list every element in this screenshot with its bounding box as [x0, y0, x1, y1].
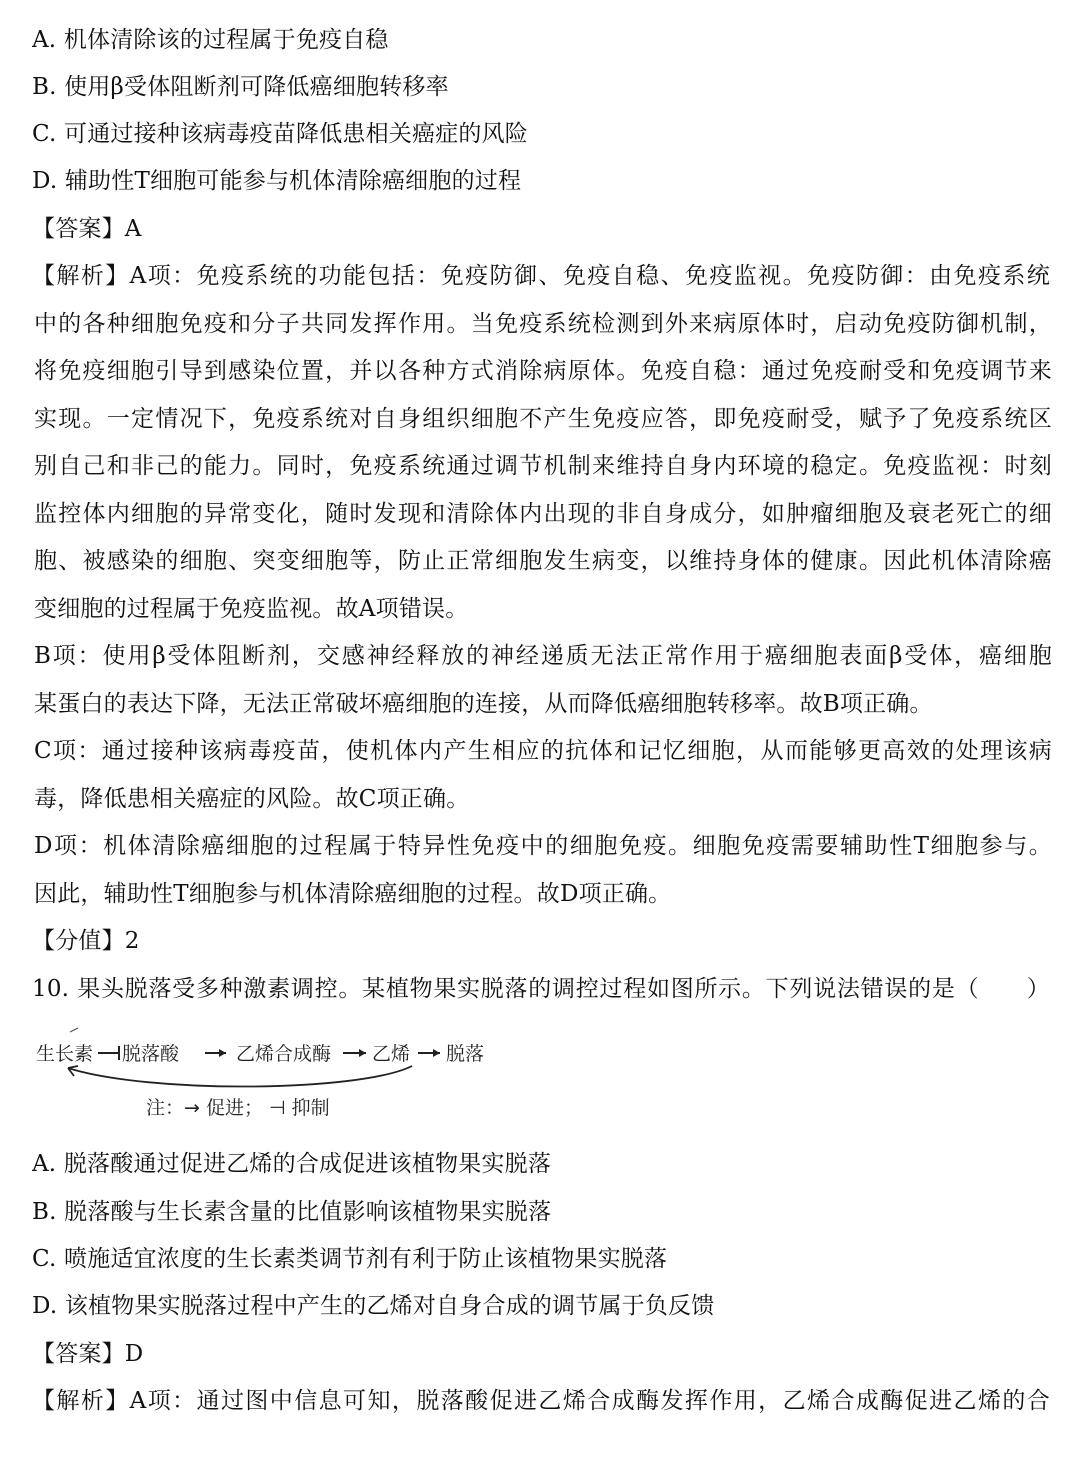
- q9-analysis-line: C项：通过接种该病毒疫苗，使机体内产生相应的抗体和记忆细胞，从而能够更高效的处理该病: [34, 738, 1052, 764]
- q9-answer: 【答案】A: [32, 216, 142, 242]
- regulation-diagram: [30, 1022, 510, 1132]
- q9-analysis-line: 变细胞的过程属于免疫监视。故A项错误。: [34, 596, 469, 622]
- q10-option-c: C. 喷施适宜浓度的生长素类调节剂有利于防止该植物果实脱落: [32, 1246, 668, 1272]
- q9-analysis-line: 别自己和非己的能力。同时，免疫系统通过调节机制来维持自身内环境的稳定。免疫监视：时刻: [34, 453, 1052, 479]
- q9-analysis-line: 监控体内细胞的异常变化，随时发现和清除体内出现的非自身成分，如肿瘤细胞及衰老死亡的细: [34, 501, 1052, 527]
- q9-option-b: B. 使用β受体阻断剂可降低癌细胞转移率: [32, 74, 449, 100]
- q10-option-a: A. 脱落酸通过促进乙烯的合成促进该植物果实脱落: [32, 1151, 552, 1177]
- q9-option-a: A. 机体清除该的过程属于免疫自稳: [32, 27, 389, 53]
- q9-analysis-line: 实现。一定情况下，免疫系统对自身组织细胞不产生免疫应答，即免疫耐受，赋予了免疫系统区: [34, 406, 1052, 432]
- node-auxin: 生长素: [36, 1043, 94, 1065]
- q9-analysis-line: 某蛋白的表达下降，无法正常破坏癌细胞的连接，从而降低癌细胞转移率。故B项正确。: [34, 691, 933, 717]
- node-ethylene-synthase: 乙烯合成酶: [236, 1043, 332, 1065]
- q9-analysis-line: D项：机体清除癌细胞的过程属于特异性免疫中的细胞免疫。细胞免疫需要辅助性T细胞参与。: [34, 833, 1052, 859]
- feedback-arc: [68, 1066, 412, 1087]
- q9-option-d: D. 辅助性T细胞可能参与机体清除癌细胞的过程: [32, 168, 522, 194]
- q9-analysis-line: 将免疫细胞引导到感染位置，并以各种方式消除病原体。免疫自稳：通过免疫耐受和免疫调节来: [34, 358, 1052, 384]
- q10-analysis-line: 【解析】A项：通过图中信息可知，脱落酸促进乙烯合成酶发挥作用，乙烯合成酶促进乙烯的合: [32, 1388, 1050, 1414]
- q9-option-c: C. 可通过接种该病毒疫苗降低患相关癌症的风险: [32, 121, 529, 147]
- q9-analysis-line: 中的各种细胞免疫和分子共同发挥作用。当免疫系统检测到外来病原体时，启动免疫防御机制，: [34, 311, 1052, 337]
- q9-analysis-line: 毒，降低患相关癌症的风险。故C项正确。: [34, 786, 470, 812]
- node-ethylene: 乙烯: [372, 1043, 411, 1065]
- diagram-legend: 注：→ 促进； ⊣ 抑制: [146, 1097, 330, 1119]
- node-aba: 脱落酸: [122, 1043, 180, 1065]
- q9-analysis-line: 胞、被感染的细胞、突变细胞等，防止正常细胞发生病变，以维持身体的健康。因此机体清除癌: [34, 548, 1052, 574]
- q10-option-d: D. 该植物果实脱落过程中产生的乙烯对自身合成的调节属于负反馈: [32, 1293, 715, 1319]
- node-abscission: 脱落: [446, 1043, 485, 1065]
- q9-analysis-line: 因此，辅助性T细胞参与机体清除癌细胞的过程。故D项正确。: [34, 881, 672, 907]
- q9-score: 【分值】2: [32, 928, 140, 954]
- q10-stem: 10. 果头脱落受多种激素调控。某植物果实脱落的调控过程如图所示。下列说法错误的是（ ）: [32, 976, 1050, 1002]
- q9-analysis-line: B项：使用β受体阻断剂，交感神经释放的神经递质无法正常作用于癌细胞表面β受体，癌细胞: [34, 643, 1052, 669]
- q10-answer: 【答案】D: [32, 1341, 144, 1367]
- q10-option-b: B. 脱落酸与生长素含量的比值影响该植物果实脱落: [32, 1199, 552, 1225]
- q9-analysis-line: 【解析】A项：免疫系统的功能包括：免疫防御、免疫自稳、免疫监视。免疫防御：由免疫系统: [32, 263, 1050, 289]
